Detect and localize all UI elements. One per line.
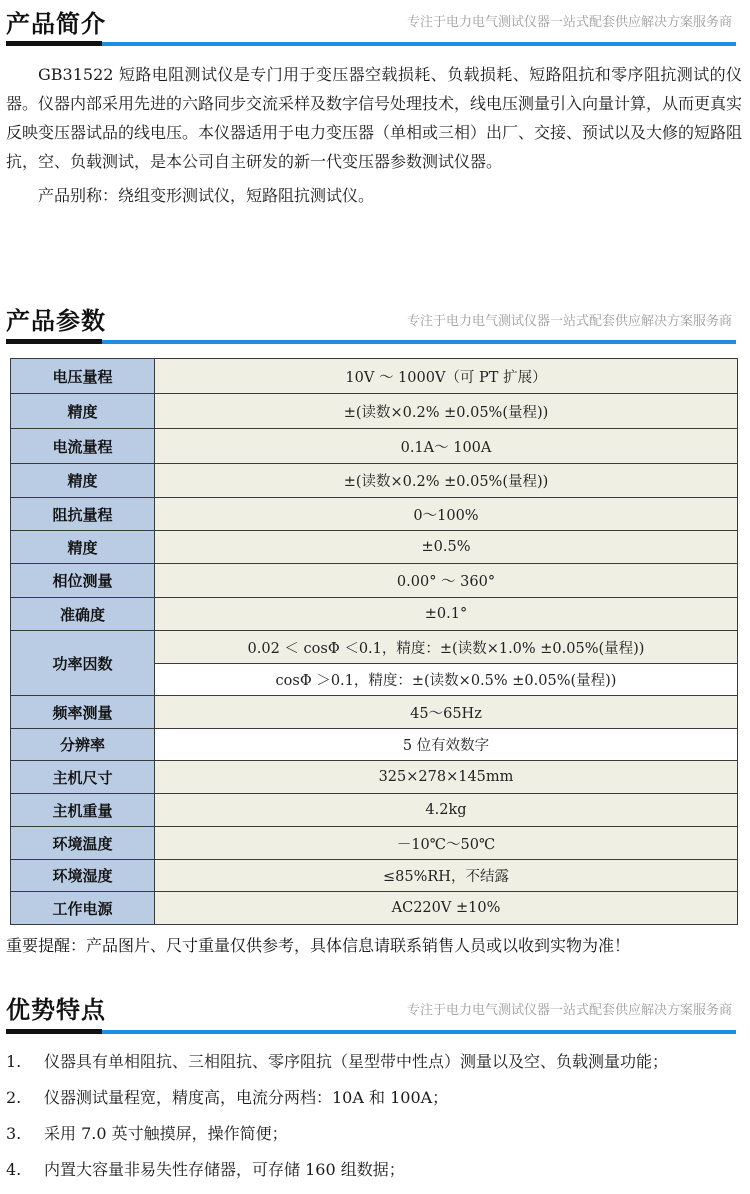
params-rule-dark: [6, 339, 102, 344]
table-row: [11, 729, 738, 761]
param-value: 0.1A～ 100A: [155, 429, 738, 464]
param-key: 精度: [11, 464, 155, 498]
param-value: ≤85%RH，不结露: [155, 860, 738, 892]
intro-paragraph-1: GB31522 短路电阻测试仪是专门用于变压器空载损耗、负载损耗、短路阻抗和零序阻抗测试的仪器。仪器内部采用先进的六路同步交流采样及数字信号处理技术，线电压测量引入向量计算，从而更真实反映变压器试品的线电压。本仪器适用于电力变压器（单相或三相）出厂、交接、预试以及大修的短路阻抗，空、负载测试，是本公司自主研发的新一代变压器参数测试仪器。: [6, 65, 743, 171]
table-row: [11, 498, 738, 531]
param-value: ±0.1°: [155, 598, 738, 631]
param-value: cosΦ ＞0.1，精度：±(读数×0.5% ±0.05%(量程)): [155, 664, 738, 696]
param-value: 45～65Hz: [155, 696, 738, 729]
list-item-number: 2.: [6, 1088, 22, 1107]
params-table: [10, 358, 738, 925]
intro-paragraph-2: 产品别称：绕组变形测试仪，短路阻抗测试仪。: [38, 186, 375, 205]
param-value: ±0.5%: [155, 531, 738, 564]
param-key: 环境温度: [11, 827, 155, 860]
param-key: 准确度: [11, 598, 155, 631]
table-row: [11, 394, 738, 429]
table-row: [11, 860, 738, 892]
param-key: 精度: [11, 394, 155, 429]
param-key: 主机重量: [11, 794, 155, 827]
param-value: 0.02 ＜ cosΦ ＜0.1，精度：±(读数×1.0% ±0.05%(量程)): [155, 631, 738, 664]
param-value: －10℃～50℃: [155, 827, 738, 860]
table-row: [11, 564, 738, 598]
param-value: 4.2kg: [155, 794, 738, 827]
advantages-rule-blue: [102, 1030, 736, 1034]
table-row: [11, 794, 738, 827]
param-key: 相位测量: [11, 564, 155, 598]
param-key: 精度: [11, 531, 155, 564]
param-value: ±(读数×0.2% ±0.05%(量程)): [155, 394, 738, 429]
param-key: 频率测量: [11, 696, 155, 729]
advantages-rule-dark: [6, 1029, 102, 1034]
intro-text: [6, 60, 742, 210]
list-item: [0, 1122, 750, 1158]
param-value: 325×278×145mm: [155, 761, 738, 794]
table-row: [11, 531, 738, 564]
table-row: [11, 761, 738, 794]
param-key: 工作电源: [11, 892, 155, 925]
advantages-title: 优势特点: [6, 996, 106, 1024]
table-row: [11, 827, 738, 860]
list-item: [0, 1050, 750, 1086]
param-value: 10V ～ 1000V（可 PT 扩展）: [155, 359, 738, 394]
intro-title: 产品简介: [6, 10, 106, 38]
param-key: 分辨率: [11, 729, 155, 761]
param-value: ±(读数×0.2% ±0.05%(量程)): [155, 464, 738, 498]
advantages-section-header: [0, 985, 750, 1035]
advantages-slogan: 专注于电力电气测试仪器一站式配套供应解决方案服务商: [406, 1003, 732, 1018]
param-key: 环境湿度: [11, 860, 155, 892]
table-row: [11, 892, 738, 925]
param-value: 5 位有效数字: [155, 729, 738, 761]
param-key: 电压量程: [11, 359, 155, 394]
list-item-text: 仪器具有单相阻抗、三相阻抗、零序阻抗（星型带中性点）测量以及空、负载测量功能；: [44, 1052, 669, 1071]
list-item-text: 仪器测试量程宽，精度高，电流分两档：10A 和 100A；: [44, 1088, 449, 1107]
params-rule-blue: [102, 340, 736, 344]
intro-rule-dark: [6, 41, 102, 46]
list-item-text: 内置大容量非易失性存储器，可存储 160 组数据；: [44, 1160, 405, 1179]
param-value: AC220V ±10%: [155, 892, 738, 925]
params-section-header: [0, 296, 750, 346]
table-row: [11, 631, 738, 664]
table-row: [11, 464, 738, 498]
params-title: 产品参数: [6, 307, 106, 335]
param-key: 阻抗量程: [11, 498, 155, 531]
param-value: 0.00° ～ 360°: [155, 564, 738, 598]
list-item: [0, 1158, 750, 1194]
intro-section-header: [0, 0, 750, 48]
params-slogan: 专注于电力电气测试仪器一站式配套供应解决方案服务商: [406, 314, 732, 329]
list-item-number: 1.: [6, 1052, 22, 1071]
advantages-list: [0, 1050, 750, 1194]
list-item-text: 采用 7.0 英寸触摸屏，操作简便；: [44, 1124, 288, 1143]
param-value: 0～100%: [155, 498, 738, 531]
param-key: 主机尺寸: [11, 761, 155, 794]
intro-rule-blue: [102, 42, 736, 46]
param-key: 电流量程: [11, 429, 155, 464]
intro-slogan: 专注于电力电气测试仪器一站式配套供应解决方案服务商: [406, 15, 732, 30]
table-row: [11, 429, 738, 464]
list-item-number: 4.: [6, 1160, 22, 1179]
table-row: [11, 359, 738, 394]
list-item: [0, 1086, 750, 1122]
param-key: 功率因数: [11, 631, 155, 696]
table-row: [11, 598, 738, 631]
list-item-number: 3.: [6, 1124, 22, 1143]
notice-text: 重要提醒：产品图片、尺寸重量仅供参考，具体信息请联系销售人员或以收到实物为准！: [6, 936, 631, 955]
table-row: [11, 696, 738, 729]
